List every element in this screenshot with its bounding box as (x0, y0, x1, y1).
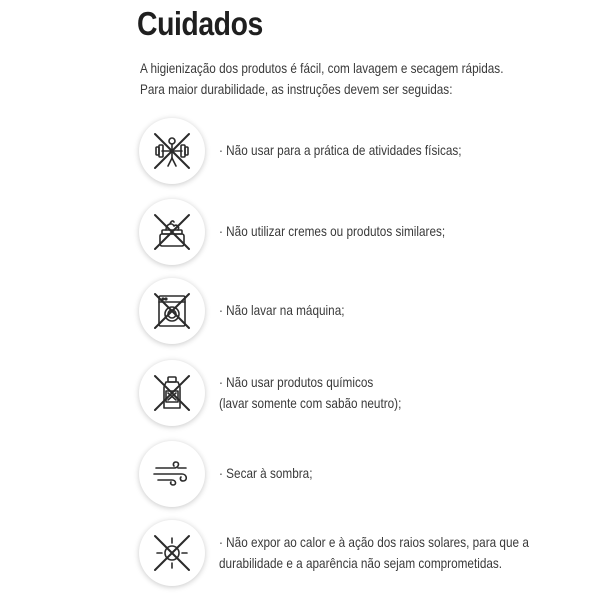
care-item-text (219, 463, 312, 484)
care-item-no-chemicals (139, 360, 589, 426)
care-item-line: durabilidade e a aparência não sejam comprometidas. (219, 555, 503, 571)
care-item-line: (lavar somente com sabão neutro); (219, 395, 402, 411)
care-item-line: · Não usar para a prática de atividades físicas; (219, 142, 462, 158)
page-title: Cuidados (137, 5, 263, 42)
care-item-line: · Não expor ao calor e à ação dos raios solares, para que a (219, 534, 529, 550)
intro-text (140, 58, 510, 100)
intro-line-2: Para maior durabilidade, as instruções devem ser seguidas: (140, 81, 453, 97)
care-item-text (219, 300, 345, 321)
care-item-line: · Não utilizar cremes ou produtos similares; (219, 223, 446, 239)
care-item-no-sun-heat (139, 520, 589, 586)
no-sun-heat-icon (139, 520, 205, 586)
no-chemicals-icon (139, 360, 205, 426)
care-item-text (219, 372, 401, 414)
intro-line-1: A higienização dos produtos é fácil, com lavagem e secagem rápidas. (140, 60, 504, 76)
no-cream-icon (139, 199, 205, 265)
dry-in-shade-icon (139, 441, 205, 507)
care-item-line: · Secar à sombra; (219, 465, 313, 481)
care-item-text (219, 221, 445, 242)
care-item-text (219, 140, 462, 161)
no-physical-activity-icon (139, 118, 205, 184)
care-item-dry-in-shade (139, 441, 589, 507)
care-item-no-machine-wash (139, 278, 589, 344)
care-item-no-cream (139, 199, 589, 265)
care-item-text (219, 532, 529, 574)
care-item-line: · Não lavar na máquina; (219, 302, 345, 318)
care-item-no-physical-activity (139, 118, 589, 184)
no-machine-wash-icon (139, 278, 205, 344)
care-item-line: · Não usar produtos químicos (219, 374, 374, 390)
